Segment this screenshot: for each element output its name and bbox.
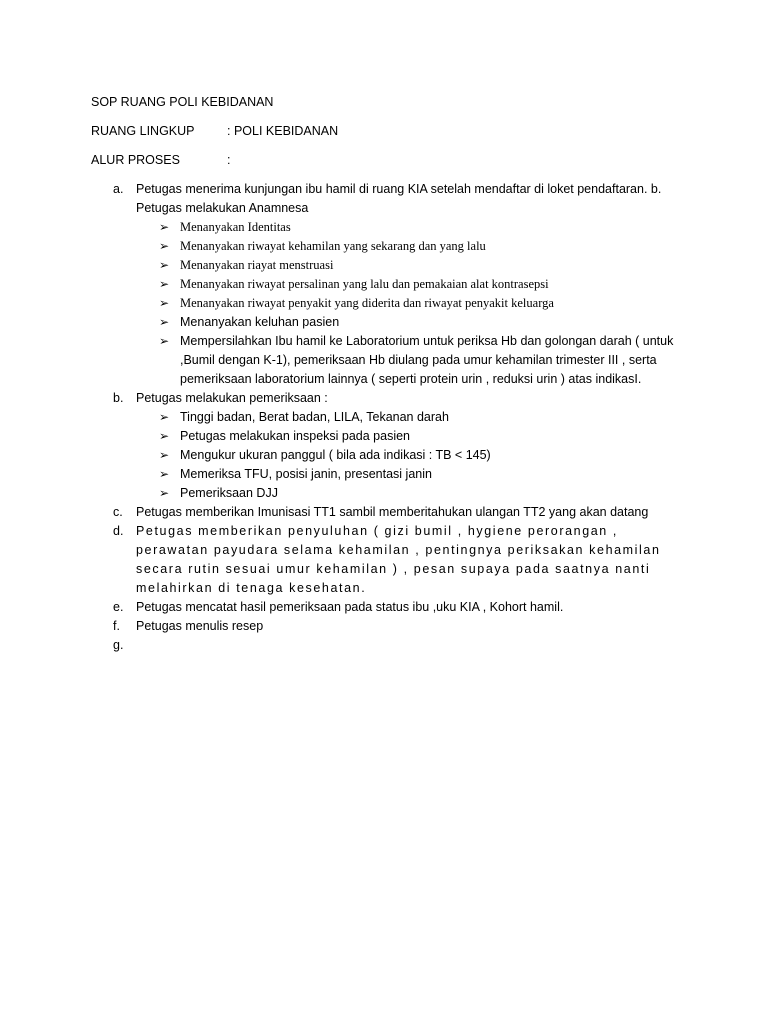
item-marker: b. bbox=[113, 391, 124, 405]
arrowhead-bullet-icon: ➢ bbox=[159, 220, 170, 234]
sub-item-text: Menanyakan keluhan pasien bbox=[180, 315, 340, 329]
arrowhead-bullet-icon: ➢ bbox=[159, 410, 170, 424]
sub-item-text: Mengukur ukuran panggul ( bila ada indikasi : TB < 145) bbox=[180, 448, 491, 462]
procedure-item bbox=[0, 598, 676, 617]
item-text: Petugas menulis resep bbox=[136, 619, 264, 633]
arrowhead-bullet-icon: ➢ bbox=[159, 467, 170, 481]
sub-item-text: Menanyakan Identitas bbox=[180, 220, 291, 234]
item-marker: d. bbox=[113, 524, 124, 538]
procedure-list bbox=[0, 180, 768, 655]
procedure-item bbox=[0, 522, 676, 598]
sub-list-item bbox=[136, 446, 680, 465]
procedure-item bbox=[0, 180, 676, 389]
sub-item-text: Menanyakan riayat menstruasi bbox=[180, 258, 334, 272]
document-title bbox=[91, 93, 273, 112]
sub-list bbox=[136, 408, 676, 503]
arrowhead-bullet-icon: ➢ bbox=[159, 258, 170, 272]
procedure-item bbox=[0, 617, 676, 636]
item-text: Petugas menerima kunjungan ibu hamil di ruang KIA setelah mendaftar di loket pendaftaran. b. Petugas melakukan Anamnesa bbox=[136, 182, 662, 215]
sub-list-item bbox=[136, 275, 680, 294]
arrowhead-bullet-icon: ➢ bbox=[159, 448, 170, 462]
scope-value: : POLI KEBIDANAN bbox=[227, 124, 339, 138]
arrowhead-bullet-icon: ➢ bbox=[159, 296, 170, 310]
item-marker: a. bbox=[113, 182, 124, 196]
procedure-item bbox=[0, 636, 676, 655]
item-marker: g. bbox=[113, 638, 124, 652]
sub-list-item bbox=[136, 218, 680, 237]
item-marker: e. bbox=[113, 600, 124, 614]
arrowhead-bullet-icon: ➢ bbox=[159, 315, 170, 329]
arrowhead-bullet-icon: ➢ bbox=[159, 334, 170, 348]
sub-list-item bbox=[136, 427, 680, 446]
item-marker: f. bbox=[113, 619, 120, 633]
item-text: Petugas memberikan Imunisasi TT1 sambil memberitahukan ulangan TT2 yang akan datang bbox=[136, 505, 649, 519]
sub-list-item bbox=[136, 256, 680, 275]
item-text: Petugas memberikan penyuluhan ( gizi bumil , hygiene perorangan , perawatan payudara selama kehamilan , pentingnya periksakan kehamilan secara rutin sesuai umur kehamilan ) , pesan supaya pada saatnya nanti melahirkan di tenaga kesehatan. bbox=[136, 524, 661, 595]
arrowhead-bullet-icon: ➢ bbox=[159, 429, 170, 443]
sub-item-text: Memeriksa TFU, posisi janin, presentasi janin bbox=[180, 467, 432, 481]
sub-item-text: Mempersilahkan Ibu hamil ke Laboratorium untuk periksa Hb dan golongan darah ( untuk ,Bumil dengan K-1), pemeriksaan Hb diulang pada umur kehamilan trimester III , serta pemeriksaan laboratorium lainnya ( seperti protein urin , reduksi urin ) atas indikasI. bbox=[180, 334, 674, 386]
sub-item-text: Petugas melakukan inspeksi pada pasien bbox=[180, 429, 411, 443]
sub-item-text: Menanyakan riwayat kehamilan yang sekarang dan yang lalu bbox=[180, 239, 486, 253]
item-marker: c. bbox=[113, 505, 123, 519]
process-label: ALUR PROSES bbox=[91, 153, 180, 167]
scope-label: RUANG LINGKUP bbox=[91, 124, 195, 138]
item-text: Petugas melakukan pemeriksaan : bbox=[136, 391, 328, 405]
item-text: Petugas mencatat hasil pemeriksaan pada status ibu ,uku KIA , Kohort hamil. bbox=[136, 600, 564, 614]
sub-list-item bbox=[136, 332, 680, 389]
arrowhead-bullet-icon: ➢ bbox=[159, 486, 170, 500]
sub-list-item bbox=[136, 408, 680, 427]
sub-item-text: Menanyakan riwayat persalinan yang lalu dan pemakaian alat kontrasepsi bbox=[180, 277, 549, 291]
sub-list-item bbox=[136, 484, 680, 503]
sub-item-text: Tinggi badan, Berat badan, LILA, Tekanan darah bbox=[180, 410, 449, 424]
sub-list-item bbox=[136, 313, 680, 332]
sub-list-item bbox=[136, 294, 680, 313]
process-row bbox=[91, 151, 231, 170]
sub-item-text: Pemeriksaan DJJ bbox=[180, 486, 278, 500]
procedure-item bbox=[0, 389, 676, 503]
process-value: : bbox=[227, 153, 231, 167]
item-text bbox=[136, 636, 676, 655]
sub-list bbox=[136, 218, 676, 389]
arrowhead-bullet-icon: ➢ bbox=[159, 239, 170, 253]
arrowhead-bullet-icon: ➢ bbox=[159, 277, 170, 291]
sub-item-text: Menanyakan riwayat penyakit yang diderita dan riwayat penyakit keluarga bbox=[180, 296, 554, 310]
sub-list-item bbox=[136, 237, 680, 256]
document-title-text: SOP RUANG POLI KEBIDANAN bbox=[91, 95, 274, 109]
sub-list-item bbox=[136, 465, 680, 484]
scope-row bbox=[91, 122, 339, 141]
procedure-item bbox=[0, 503, 676, 522]
